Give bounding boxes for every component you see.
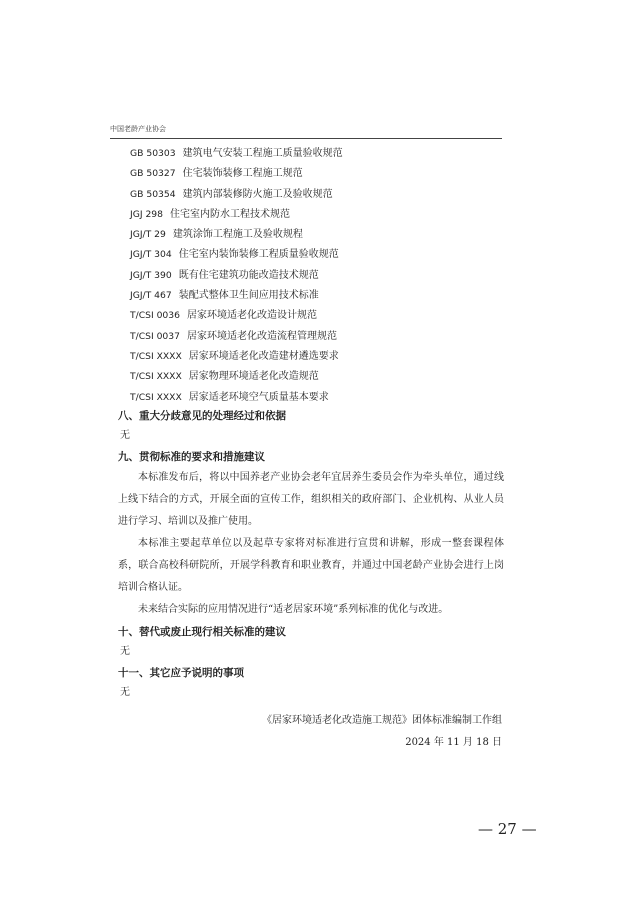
standards-list	[130, 144, 500, 408]
section-paragraph: 本标准主要起草单位以及起草专家将对标准进行宣贯和讲解，形成一整套课程体系，联合高校科研院所，开展学科教育和职业教育，并通过中国老龄产业协会进行上岗培训合格认证。	[118, 538, 504, 593]
page-number: — 27 —	[478, 820, 537, 838]
standard-item	[130, 367, 500, 387]
standard-title: 居家环境适老化改造设计规范	[186, 310, 317, 322]
standard-code: JGJ/T 304	[130, 249, 172, 261]
standard-item	[130, 245, 500, 265]
standard-title: 居家物理环境适老化改造规范	[188, 371, 319, 383]
standard-code: GB 50354	[130, 188, 176, 200]
document-body	[118, 405, 504, 703]
standard-item	[130, 306, 500, 326]
standard-title: 住宅装饰装修工程施工规范	[182, 168, 303, 180]
standard-code: GB 50327	[130, 168, 176, 180]
section-text-10: 无	[120, 646, 130, 657]
standard-code: JGJ 298	[130, 208, 163, 220]
standard-title: 建筑电气安装工程施工质量验收规范	[182, 148, 343, 159]
standard-title: 建筑内部装修防火施工及验收规范	[182, 188, 333, 200]
signature-group: 《居家环境适老化改造施工规范》团体标准编制工作组	[262, 715, 502, 726]
standard-item	[130, 266, 500, 286]
standard-code: T/CSI 0036	[130, 310, 180, 322]
section-paragraph: 未来结合实际的应用情况进行“适老居家环境”系列标准的优化与改进。	[138, 604, 449, 615]
standard-title: 住宅室内装饰装修工程质量验收规范	[178, 249, 339, 261]
section-paragraph: 本标准发布后，将以中国养老产业协会老年宜居养生委员会作为牵头单位，通过线上线下结合的方式，开展全面的宣传工作，组织相关的政府部门、企业机构、从业人员进行学习、培训以及推广使用。	[118, 472, 504, 527]
standard-title: 装配式整体卫生间应用技术标准	[178, 290, 319, 302]
header-rule	[110, 138, 502, 139]
standard-code: T/CSI XXXX	[130, 391, 182, 403]
standard-title: 既有住宅建筑功能改造技术规范	[178, 269, 319, 281]
standard-item	[130, 164, 500, 184]
standard-title: 建筑涂饰工程施工及验收规程	[172, 229, 303, 241]
section-heading-9: 九、贯彻标准的要求和措施建议	[118, 451, 265, 463]
section-text-11: 无	[120, 687, 130, 698]
standard-title: 居家适老环境空气质量基本要求	[188, 391, 329, 403]
standard-code: JGJ/T 29	[130, 229, 166, 241]
standard-item	[130, 286, 500, 306]
standard-item	[130, 205, 500, 225]
standard-item	[130, 327, 500, 347]
standard-title: 居家环境适老化改造建材遴选要求	[188, 350, 339, 362]
standard-code: JGJ/T 390	[130, 269, 172, 281]
standard-code: T/CSI XXXX	[130, 371, 182, 383]
header-organization: 中国老龄产业协会	[110, 125, 166, 133]
standard-code: T/CSI 0037	[130, 330, 180, 342]
standard-title: 居家环境适老化改造流程管理规范	[186, 330, 337, 342]
standard-item	[130, 347, 500, 367]
section-heading-8: 八、重大分歧意见的处理经过和依据	[118, 410, 286, 422]
signature-block	[262, 710, 502, 754]
standard-item	[130, 144, 500, 164]
standard-code: GB 50303	[130, 148, 176, 159]
standard-code: JGJ/T 467	[130, 290, 172, 302]
section-text-8: 无	[120, 430, 130, 441]
standard-code: T/CSI XXXX	[130, 350, 182, 362]
standard-title: 住宅室内防水工程技术规范	[170, 208, 290, 220]
standard-item	[130, 185, 500, 205]
section-heading-11: 十一、其它应予说明的事项	[118, 667, 244, 679]
standard-item	[130, 225, 500, 245]
section-heading-10: 十、替代或废止现行相关标准的建议	[118, 626, 286, 638]
signature-date: 2024 年 11 月 18 日	[405, 737, 502, 748]
